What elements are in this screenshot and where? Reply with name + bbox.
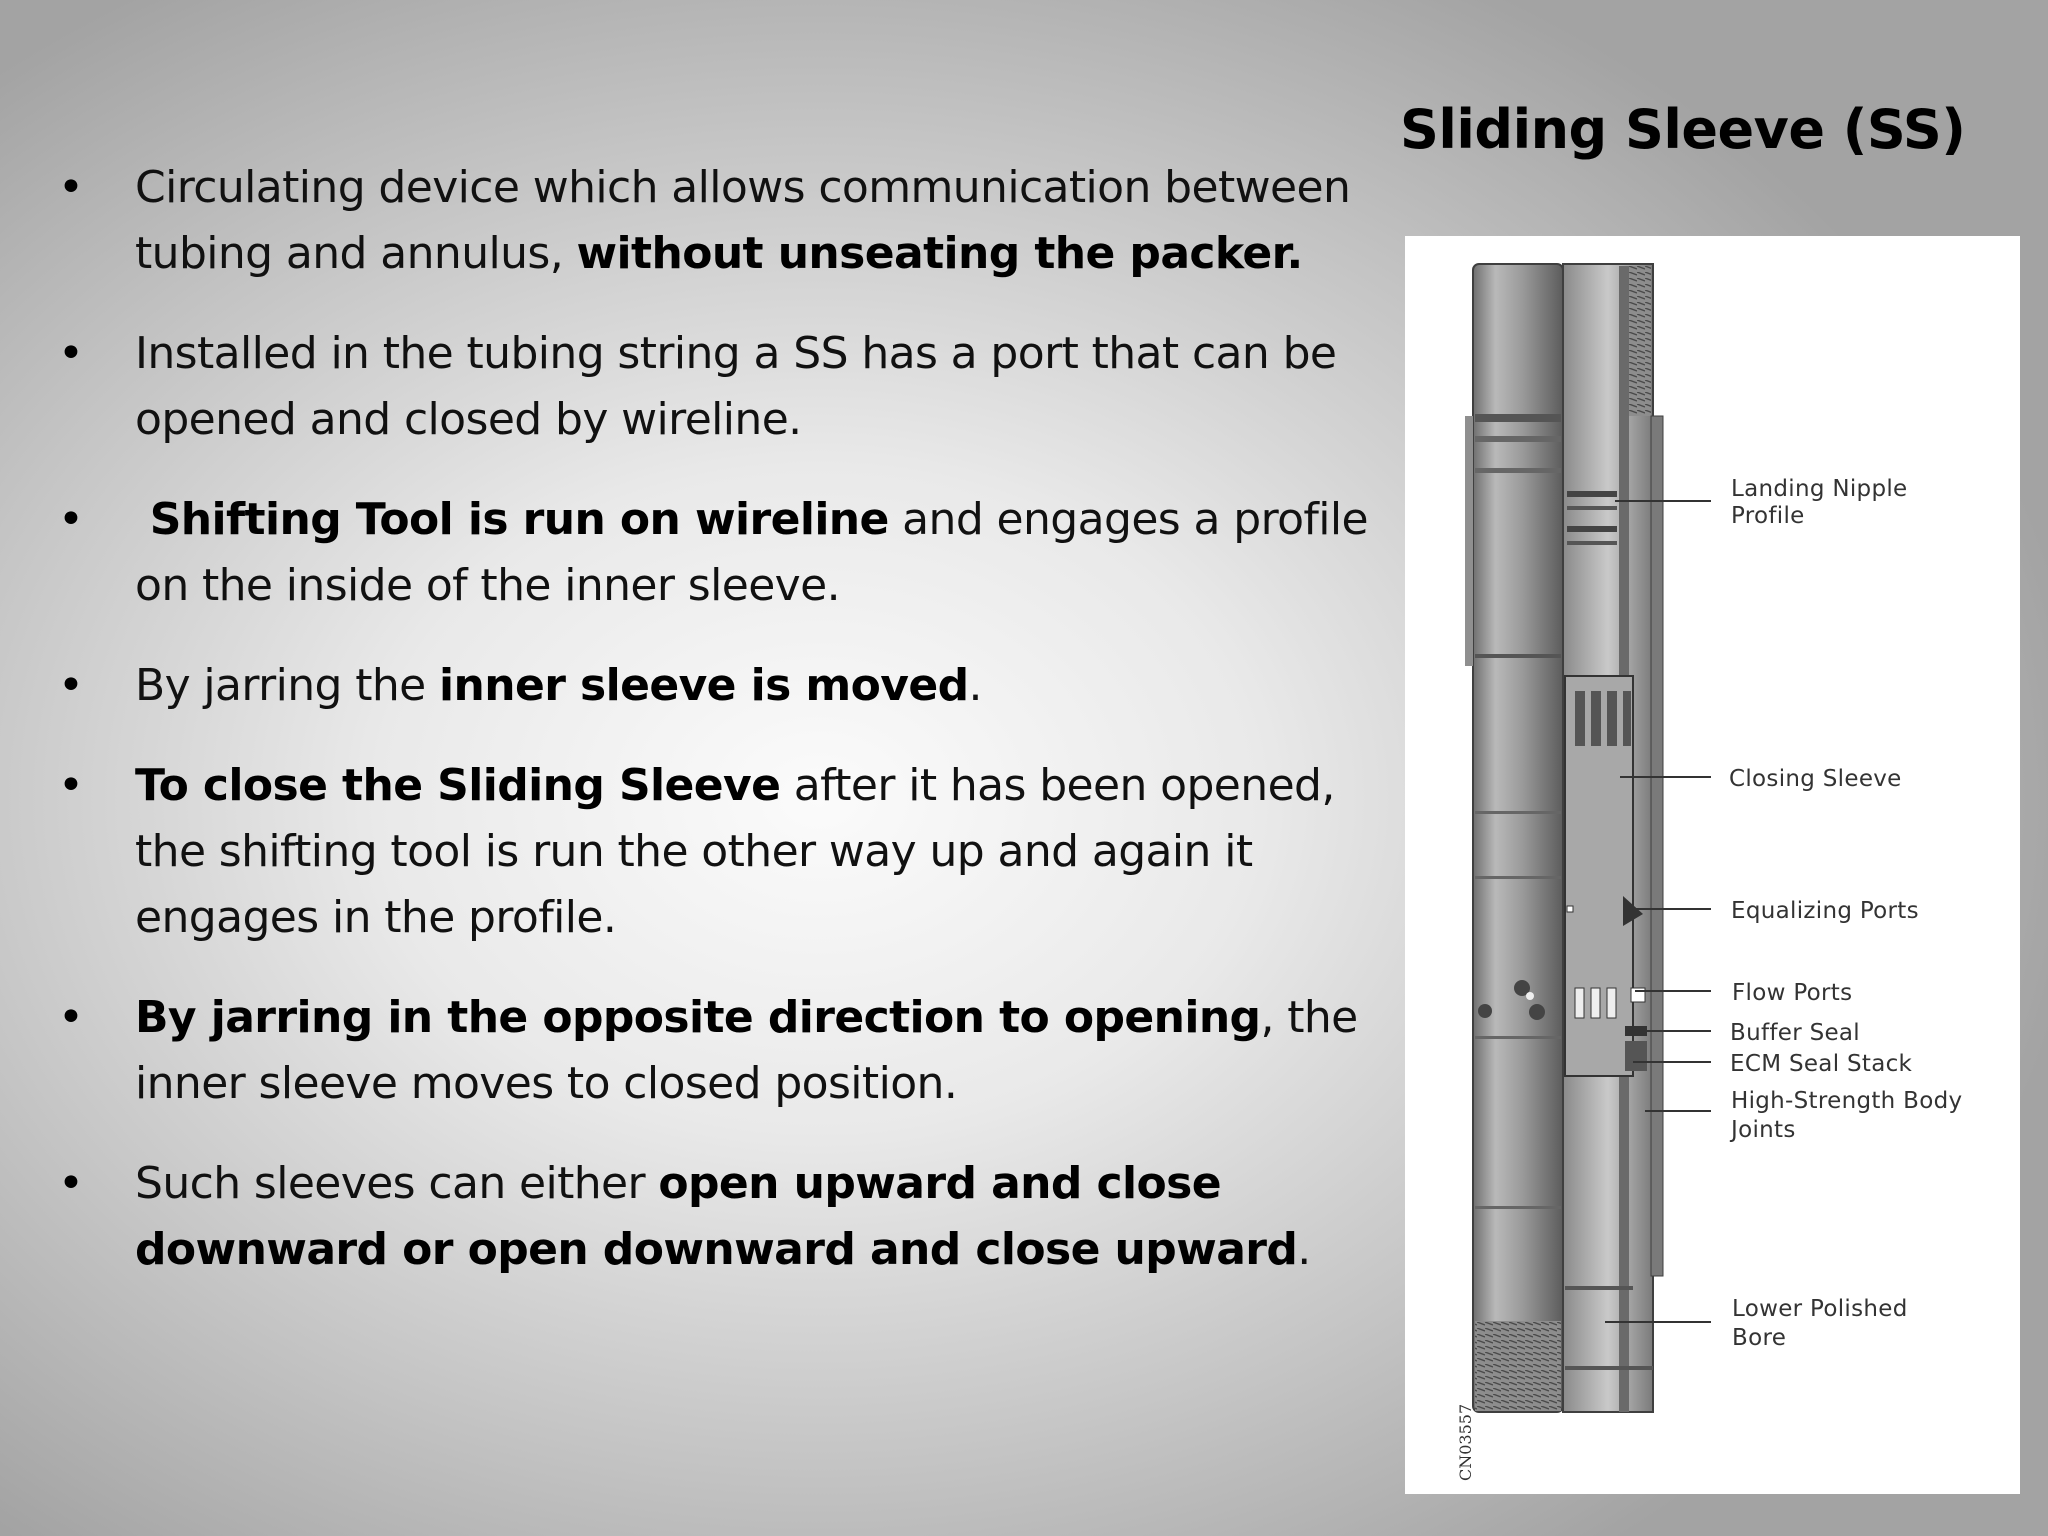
bullet-text: By jarring the — [135, 660, 440, 711]
label-flow-ports: Flow Ports — [1732, 980, 1853, 1006]
bullet-text: Installed in the tubing string a SS has a port that can be opened and closed by wireline. — [135, 328, 1350, 445]
bullet-text: Circulating device which allows communication between tubing and annulus, — [135, 162, 1364, 279]
bullet-text: Such sleeves can either — [135, 1158, 659, 1209]
label-high-strength-body: High-Strength Body — [1731, 1088, 1963, 1114]
bullet-item — [58, 155, 1403, 287]
bullet-text: . — [968, 660, 982, 711]
tool-body — [1465, 264, 1563, 1412]
bullet-bold-text: By jarring in the opposite direction to opening — [135, 992, 1261, 1043]
bullet-item — [58, 321, 1403, 453]
sliding-sleeve-diagram — [1405, 236, 2020, 1494]
bullet-bold-text: To close the Sliding Sleeve — [135, 760, 781, 811]
bullet-item — [58, 985, 1403, 1117]
bullet-dot: • — [58, 328, 84, 379]
bullet-dot: • — [58, 660, 84, 711]
bullet-item — [58, 1151, 1403, 1283]
bullet-bold-text: Shifting Tool is run on wireline — [135, 494, 889, 545]
bullet-list — [58, 155, 1403, 1317]
bullet-dot: • — [58, 992, 84, 1043]
bullet-dot: • — [58, 1158, 84, 1209]
bullet-bold-text: inner sleeve is moved — [439, 660, 969, 711]
cutaway-section — [1563, 264, 1663, 1412]
label-closing-sleeve: Closing Sleeve — [1729, 766, 1902, 792]
bullet-dot: • — [58, 760, 84, 811]
slide-title: Sliding Sleeve (SS) — [1400, 98, 1966, 161]
label-landing-nipple: Landing Nipple — [1731, 476, 1908, 502]
bullet-item — [58, 653, 1403, 719]
bullet-dot: • — [58, 162, 84, 213]
bullet-bold-text: open upward and close downward or open downward and close upward — [135, 1158, 1298, 1275]
drawing-code: CN03557 — [1456, 1403, 1475, 1481]
bullet-text: , the inner sleeve moves to closed position. — [135, 992, 1372, 1109]
bullet-text: and engages a profile on the inside of the inner sleeve. — [135, 494, 1382, 611]
label-lower-polished: Lower Polished — [1732, 1296, 1908, 1322]
label-landing-nipple-profile: Profile — [1731, 503, 1805, 529]
label-high-strength-joints: Joints — [1731, 1117, 1796, 1143]
bullet-item — [58, 487, 1403, 619]
label-lower-polished-bore: Bore — [1732, 1325, 1787, 1351]
label-ecm-seal-stack: ECM Seal Stack — [1730, 1051, 1913, 1077]
bullet-item — [58, 753, 1403, 951]
bullet-dot: • — [58, 494, 84, 545]
bullet-text: after it has been opened, the shifting tool is run the other way up and again it engages in the profile. — [135, 760, 1349, 943]
label-buffer-seal: Buffer Seal — [1730, 1020, 1861, 1046]
bullet-text: . — [1297, 1224, 1311, 1275]
bullet-bold-text: without unseating the packer. — [576, 228, 1303, 279]
label-equalizing-ports: Equalizing Ports — [1731, 898, 1919, 924]
